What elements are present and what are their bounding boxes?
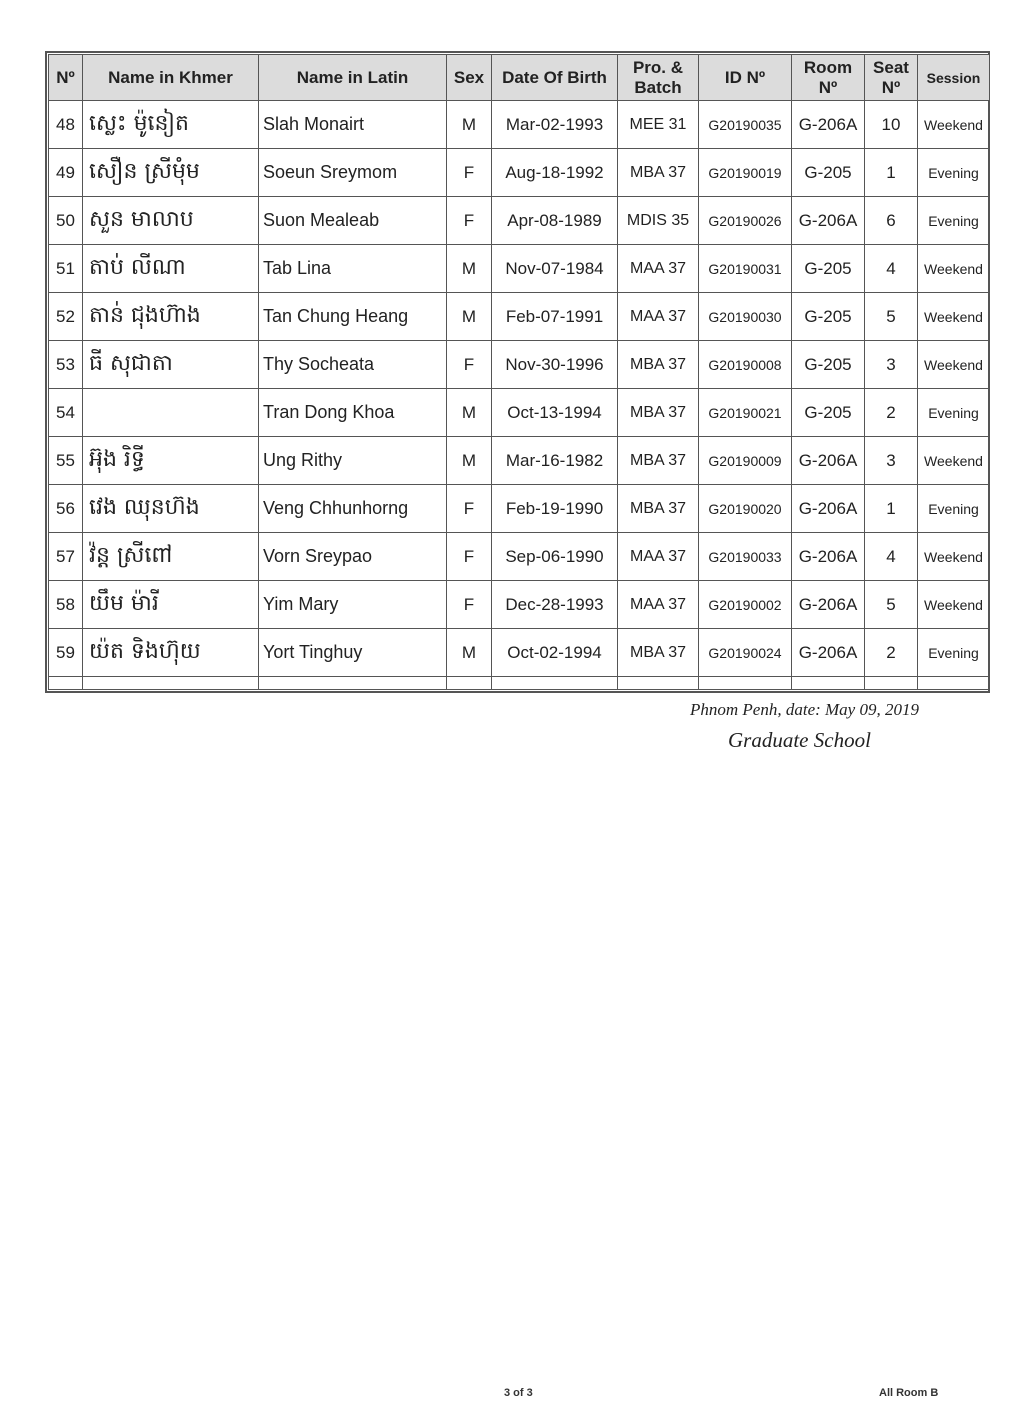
cell-name-khmer: អ៊ុង រិទ្ធី: [83, 437, 259, 485]
room-note: All Room B: [879, 1387, 939, 1399]
header-name-latin: Name in Latin: [259, 55, 447, 101]
cell-pro-batch: MAA 37: [618, 533, 699, 581]
cell-dob: Apr-08-1989: [492, 197, 618, 245]
header-name-khmer: Name in Khmer: [83, 55, 259, 101]
cell-no: 49: [49, 149, 83, 197]
cell-name-latin: Tab Lina: [259, 245, 447, 293]
cell-name-latin: Tran Dong Khoa: [259, 389, 447, 437]
cell-sex: M: [447, 101, 492, 149]
cell-id-no: G20190020: [699, 485, 792, 533]
cell-name-khmer: យ៉ត ទិងហ៊ុយ: [83, 629, 259, 677]
header-room-line1: Room: [803, 57, 853, 77]
cell-sex: M: [447, 437, 492, 485]
table-row: [49, 341, 990, 389]
cell-sex: M: [447, 293, 492, 341]
cell-id-no: G20190002: [699, 581, 792, 629]
cell-pro-batch: MBA 37: [618, 389, 699, 437]
cell-name-khmer: វ៉ន្ត ស្រីពៅ: [83, 533, 259, 581]
empty-cell: [492, 677, 618, 690]
cell-room-no: G-206A: [792, 533, 865, 581]
cell-room-no: G-205: [792, 149, 865, 197]
cell-room-no: G-205: [792, 341, 865, 389]
cell-room-no: G-206A: [792, 197, 865, 245]
cell-no: 51: [49, 245, 83, 293]
cell-sex: F: [447, 149, 492, 197]
cell-session: Weekend: [918, 581, 990, 629]
empty-cell: [447, 677, 492, 690]
header-room-no: [792, 55, 865, 101]
cell-sex: M: [447, 629, 492, 677]
cell-id-no: G20190033: [699, 533, 792, 581]
cell-pro-batch: MAA 37: [618, 245, 699, 293]
cell-pro-batch: MBA 37: [618, 341, 699, 389]
cell-pro-batch: MAA 37: [618, 293, 699, 341]
cell-name-khmer: [83, 389, 259, 437]
cell-dob: Mar-16-1982: [492, 437, 618, 485]
header-no: Nº: [49, 55, 83, 101]
cell-seat-no: 1: [865, 485, 918, 533]
cell-session: Evening: [918, 485, 990, 533]
empty-cell: [618, 677, 699, 690]
cell-dob: Aug-18-1992: [492, 149, 618, 197]
cell-id-no: G20190031: [699, 245, 792, 293]
table-header: [49, 55, 990, 101]
cell-sex: F: [447, 197, 492, 245]
cell-no: 56: [49, 485, 83, 533]
cell-pro-batch: MAA 37: [618, 581, 699, 629]
cell-sex: M: [447, 389, 492, 437]
cell-id-no: G20190021: [699, 389, 792, 437]
cell-name-latin: Veng Chhunhorng: [259, 485, 447, 533]
cell-name-khmer: យឹម ម៉ារី: [83, 581, 259, 629]
empty-cell: [49, 677, 83, 690]
table-row: [49, 437, 990, 485]
cell-room-no: G-205: [792, 389, 865, 437]
cell-room-no: G-206A: [792, 581, 865, 629]
cell-sex: F: [447, 533, 492, 581]
header-seat-line1: Seat: [873, 57, 909, 77]
cell-room-no: G-205: [792, 245, 865, 293]
cell-session: Weekend: [918, 293, 990, 341]
cell-no: 52: [49, 293, 83, 341]
cell-no: 50: [49, 197, 83, 245]
cell-dob: Sep-06-1990: [492, 533, 618, 581]
cell-name-latin: Thy Socheata: [259, 341, 447, 389]
cell-sex: F: [447, 341, 492, 389]
cell-name-khmer: ស្លេះ ម៉ូនៀត: [83, 101, 259, 149]
cell-name-latin: Ung Rithy: [259, 437, 447, 485]
empty-cell: [259, 677, 447, 690]
student-table-frame: [45, 51, 990, 693]
table-row-empty: [49, 677, 990, 690]
header-seat-no: [865, 55, 918, 101]
cell-name-khmer: សឿន ស្រីមុំម: [83, 149, 259, 197]
cell-seat-no: 3: [865, 437, 918, 485]
cell-seat-no: 2: [865, 629, 918, 677]
cell-name-latin: Tan Chung Heang: [259, 293, 447, 341]
table-row: [49, 149, 990, 197]
cell-no: 59: [49, 629, 83, 677]
cell-name-latin: Yim Mary: [259, 581, 447, 629]
cell-pro-batch: MDIS 35: [618, 197, 699, 245]
cell-dob: Nov-07-1984: [492, 245, 618, 293]
cell-session: Weekend: [918, 341, 990, 389]
cell-pro-batch: MBA 37: [618, 437, 699, 485]
cell-sex: M: [447, 245, 492, 293]
cell-seat-no: 4: [865, 245, 918, 293]
cell-name-khmer: វេង ឈុនហ៊ង: [83, 485, 259, 533]
empty-cell: [83, 677, 259, 690]
table-row: [49, 485, 990, 533]
cell-name-latin: Slah Monairt: [259, 101, 447, 149]
cell-room-no: G-206A: [792, 485, 865, 533]
cell-name-latin: Soeun Sreymom: [259, 149, 447, 197]
cell-session: Evening: [918, 149, 990, 197]
cell-seat-no: 2: [865, 389, 918, 437]
empty-cell: [918, 677, 990, 690]
table-row: [49, 581, 990, 629]
cell-seat-no: 6: [865, 197, 918, 245]
cell-seat-no: 10: [865, 101, 918, 149]
table-row: [49, 629, 990, 677]
cell-dob: Oct-13-1994: [492, 389, 618, 437]
cell-room-no: G-206A: [792, 101, 865, 149]
cell-dob: Oct-02-1994: [492, 629, 618, 677]
table-body: [49, 101, 990, 690]
footer-school-signature: Graduate School: [728, 728, 871, 752]
cell-name-latin: Vorn Sreypao: [259, 533, 447, 581]
header-sex: Sex: [447, 55, 492, 101]
cell-name-khmer: តាន់ ជុងហ៊ាង: [83, 293, 259, 341]
empty-cell: [865, 677, 918, 690]
cell-room-no: G-206A: [792, 629, 865, 677]
cell-dob: Nov-30-1996: [492, 341, 618, 389]
cell-no: 55: [49, 437, 83, 485]
footer-date: Phnom Penh, date: May 09, 2019: [690, 700, 919, 719]
cell-no: 57: [49, 533, 83, 581]
cell-room-no: G-205: [792, 293, 865, 341]
cell-seat-no: 5: [865, 293, 918, 341]
header-dob: Date Of Birth: [492, 55, 618, 101]
cell-id-no: G20190009: [699, 437, 792, 485]
cell-session: Weekend: [918, 533, 990, 581]
cell-no: 48: [49, 101, 83, 149]
cell-sex: F: [447, 581, 492, 629]
empty-cell: [792, 677, 865, 690]
cell-pro-batch: MBA 37: [618, 629, 699, 677]
header-id-no: ID Nº: [699, 55, 792, 101]
header-seat-line2: Nº: [881, 77, 901, 97]
cell-id-no: G20190030: [699, 293, 792, 341]
header-session: Session: [918, 55, 990, 101]
page-number: 3 of 3: [504, 1387, 533, 1399]
cell-id-no: G20190019: [699, 149, 792, 197]
cell-name-khmer: សួន មាលាប: [83, 197, 259, 245]
cell-dob: Feb-07-1991: [492, 293, 618, 341]
header-pro-line1: Pro. &: [632, 57, 684, 77]
table-row: [49, 533, 990, 581]
header-pro-batch: [618, 55, 699, 101]
cell-session: Evening: [918, 197, 990, 245]
cell-session: Evening: [918, 389, 990, 437]
header-pro-line2: Batch: [634, 77, 682, 97]
cell-no: 58: [49, 581, 83, 629]
cell-no: 53: [49, 341, 83, 389]
cell-pro-batch: MEE 31: [618, 101, 699, 149]
table-row: [49, 197, 990, 245]
empty-cell: [699, 677, 792, 690]
cell-seat-no: 1: [865, 149, 918, 197]
cell-id-no: G20190008: [699, 341, 792, 389]
cell-dob: Feb-19-1990: [492, 485, 618, 533]
table-row: [49, 389, 990, 437]
header-room-line2: Nº: [818, 77, 838, 97]
cell-dob: Mar-02-1993: [492, 101, 618, 149]
cell-sex: F: [447, 485, 492, 533]
cell-dob: Dec-28-1993: [492, 581, 618, 629]
cell-session: Evening: [918, 629, 990, 677]
table-row: [49, 101, 990, 149]
table-row: [49, 293, 990, 341]
cell-seat-no: 3: [865, 341, 918, 389]
cell-pro-batch: MBA 37: [618, 149, 699, 197]
cell-session: Weekend: [918, 245, 990, 293]
cell-session: Weekend: [918, 437, 990, 485]
table-row: [49, 245, 990, 293]
cell-name-khmer: តាប់ លីណា: [83, 245, 259, 293]
cell-session: Weekend: [918, 101, 990, 149]
cell-name-latin: Yort Tinghuy: [259, 629, 447, 677]
cell-seat-no: 5: [865, 581, 918, 629]
cell-id-no: G20190024: [699, 629, 792, 677]
student-list-table: [48, 54, 990, 690]
cell-no: 54: [49, 389, 83, 437]
cell-room-no: G-206A: [792, 437, 865, 485]
cell-id-no: G20190035: [699, 101, 792, 149]
cell-seat-no: 4: [865, 533, 918, 581]
cell-pro-batch: MBA 37: [618, 485, 699, 533]
cell-name-latin: Suon Mealeab: [259, 197, 447, 245]
cell-name-khmer: ធី សុជាតា: [83, 341, 259, 389]
cell-id-no: G20190026: [699, 197, 792, 245]
